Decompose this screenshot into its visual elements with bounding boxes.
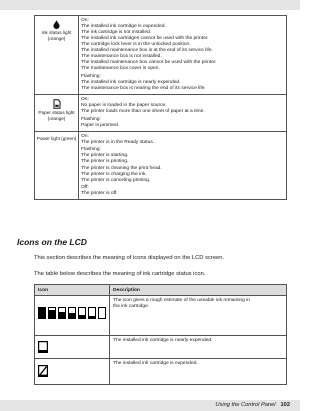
- body-paragraph: The table below describes the meaning of ink cartridge status icon.: [34, 271, 206, 277]
- status-heading: On:: [81, 97, 89, 103]
- description-cell: [110, 336, 287, 359]
- status-line: The cartridge lock lever is in the unlocked position.: [81, 42, 191, 48]
- ink-level-gauges-icon: [38, 307, 106, 319]
- status-line: The printer is off.: [81, 191, 118, 197]
- status-line: The ink cartridge is not installed.: [81, 30, 152, 36]
- status-heading: On:: [81, 133, 89, 139]
- description-line: The installed ink cartridge is nearly expended.: [113, 338, 213, 343]
- ink-gauge-icon: [88, 307, 96, 319]
- status-line: The maintenance box is nearing the end of its service life.: [81, 86, 206, 92]
- icon-cell: [35, 359, 110, 385]
- status-light-table: [34, 15, 287, 200]
- description-cell: [110, 359, 287, 385]
- status-line: The installed ink cartridges cannot be used with the printer.: [81, 36, 209, 42]
- description-cell: [79, 131, 287, 199]
- lcd-icon-table: [34, 284, 287, 385]
- table-row: [35, 95, 287, 132]
- indicator-cell: [35, 16, 79, 95]
- status-heading: Off:: [81, 185, 89, 191]
- column-header-description: Description: [110, 285, 287, 296]
- section-title: Icons on the LCD: [17, 237, 87, 247]
- icon-cell: [35, 296, 110, 336]
- ink-gauge-icon: [38, 307, 46, 319]
- description-line: The installed ink cartridge is expended.: [113, 361, 198, 367]
- ink-drop-icon: [53, 20, 60, 29]
- footer-section-title: Using the Control Panel: [215, 402, 276, 408]
- status-line: The printer is printing.: [81, 159, 129, 165]
- status-line: The printer is in the Ready status.: [81, 139, 155, 145]
- status-line: The printer loads more than one sheet of paper at a time.: [81, 109, 205, 115]
- status-heading: Flashing:: [81, 116, 101, 122]
- table-row: [35, 131, 287, 199]
- ink-low-icon: [38, 341, 48, 353]
- page-number: 102: [280, 402, 290, 408]
- indicator-label: Ink status light (orange): [41, 30, 72, 41]
- icon-cell: [35, 336, 110, 359]
- indicator-cell: [35, 131, 79, 199]
- table-row: [35, 16, 287, 95]
- status-line: The maintenance box is not installed.: [81, 54, 162, 60]
- status-heading: Flashing:: [81, 73, 101, 79]
- status-line: The printer is charging the ink.: [81, 171, 147, 177]
- paper-icon: [53, 99, 61, 109]
- status-line: The installed ink cartridge is expended.: [81, 24, 166, 30]
- description-cell: [110, 296, 287, 336]
- status-line: The printer is canceling printing.: [81, 177, 151, 183]
- indicator-cell: [35, 95, 79, 132]
- status-line: No paper is loaded in the paper source.: [81, 103, 167, 109]
- status-line: The printer is starting.: [81, 153, 129, 159]
- status-heading: Flashing:: [81, 147, 101, 153]
- description-line: The icon gives a rough estimate of the useable ink remaining in: [113, 298, 251, 303]
- ink-gauge-icon: [78, 307, 86, 319]
- status-heading: On:: [81, 18, 89, 23]
- description-cell: [79, 95, 287, 132]
- status-line: The installed maintenance box is at the end of its service life.: [81, 48, 213, 54]
- ink-gauge-icon: [58, 307, 66, 319]
- status-line: The installed maintenance box cannot be used with the printer.: [81, 60, 217, 66]
- ink-gauge-icon: [68, 307, 76, 319]
- ink-gauge-icon: [98, 307, 106, 319]
- status-line: The installed ink cartridge is nearly expended.: [81, 79, 181, 85]
- status-line: The maintenance box cover is open.: [81, 66, 160, 72]
- ink-gauge-icon: [48, 307, 56, 319]
- description-cell: [79, 16, 287, 95]
- column-header-icon: Icon: [35, 285, 110, 296]
- body-paragraph: This section describes the meaning of icons displayed on the LCD screen.: [34, 255, 225, 261]
- indicator-label: Paper status light (orange): [38, 110, 75, 121]
- indicator-label: Power light (green): [36, 135, 77, 141]
- status-line: The printer is cleaning the print head.: [81, 165, 162, 171]
- table-row: [35, 359, 287, 385]
- ink-expended-icon: [38, 365, 48, 377]
- table-row: [35, 296, 287, 336]
- status-line: Paper is jammed.: [81, 122, 120, 128]
- header-band: [0, 0, 300, 10]
- page-footer: [215, 402, 290, 408]
- table-header-row: [35, 285, 287, 296]
- table-row: [35, 336, 287, 359]
- description-line: the ink cartridge.: [113, 304, 150, 310]
